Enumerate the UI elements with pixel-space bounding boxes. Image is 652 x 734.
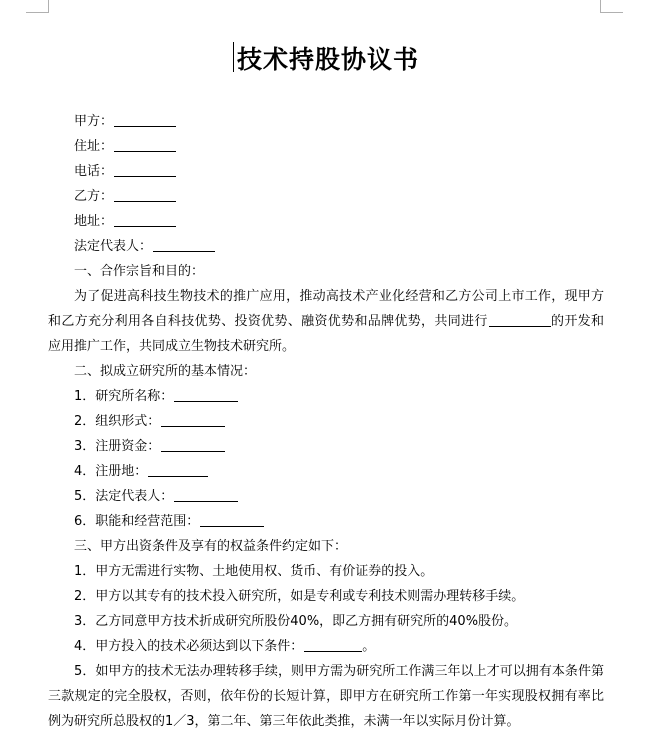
fill-in-blank[interactable] bbox=[200, 511, 264, 527]
party-line-party-b bbox=[48, 184, 604, 209]
fill-in-blank[interactable] bbox=[161, 436, 225, 452]
list-item bbox=[48, 634, 604, 659]
list-item-label: 3．注册资金： bbox=[74, 439, 161, 454]
list-item bbox=[48, 409, 604, 434]
fill-in-blank[interactable] bbox=[304, 636, 362, 652]
fill-in-blank[interactable] bbox=[489, 311, 551, 327]
party-label: 法定代表人： bbox=[74, 239, 153, 254]
fill-in-blank[interactable] bbox=[114, 136, 176, 152]
party-label: 住址： bbox=[74, 139, 114, 154]
list-item bbox=[48, 484, 604, 509]
list-item bbox=[48, 384, 604, 409]
fill-in-blank[interactable] bbox=[114, 161, 176, 177]
party-label: 电话： bbox=[74, 164, 114, 179]
fill-in-blank[interactable] bbox=[174, 486, 238, 502]
list-item: 3．乙方同意甲方技术折成研究所股份40%，即乙方拥有研究所的40%股份。 bbox=[74, 614, 518, 629]
list-item-label: 4．甲方投入的技术必须达到以下条件： bbox=[74, 639, 304, 654]
party-line-address-b bbox=[48, 209, 604, 234]
list-item-label: 4．注册地： bbox=[74, 464, 148, 479]
document-title[interactable] bbox=[233, 40, 419, 76]
list-item-label: 5．法定代表人： bbox=[74, 489, 174, 504]
section-heading-1: 一、合作宗旨和目的： bbox=[74, 264, 205, 279]
list-item-label: 6．职能和经营范围： bbox=[74, 514, 200, 529]
fill-in-blank[interactable] bbox=[114, 186, 176, 202]
section-1-paragraph bbox=[48, 284, 604, 359]
text-cursor bbox=[233, 42, 234, 72]
list-item: 2．甲方以其专有的技术投入研究所，如是专利或专利技术则需办理转移手续。 bbox=[74, 589, 525, 604]
fill-in-blank[interactable] bbox=[161, 411, 225, 427]
page-corner-mark-right bbox=[600, 0, 623, 13]
section-heading-2: 二、拟成立研究所的基本情况： bbox=[74, 364, 257, 379]
party-line-legal-rep bbox=[48, 234, 604, 259]
party-label: 地址： bbox=[74, 214, 114, 229]
list-item bbox=[48, 459, 604, 484]
list-item-paragraph: 5．如甲方的技术无法办理转移手续，则甲方需为研究所工作满三年以上才可以拥有本条件第三款规定的完全股权，否则，依年份的长短计算，即甲方在研究所工作第一年实现股权拥有率比例为研究所总股权的1／3，第二年、第三年依此类推，未满一年以实际月份计算。 bbox=[48, 664, 604, 729]
party-label: 甲方： bbox=[74, 114, 114, 129]
page-corner-mark-left bbox=[26, 0, 49, 13]
fill-in-blank[interactable] bbox=[148, 461, 208, 477]
document-title-text: 技术持股协议书 bbox=[236, 45, 419, 74]
document-body[interactable] bbox=[48, 109, 604, 734]
paragraph-text: 为了促进高科技生物技术的推广应用，推动高技术产业化经营和乙方公司上市工作，现甲方和乙方充分利用各自科技优势、投资优势、融资优势和品牌优势，共同进行 bbox=[48, 289, 604, 329]
fill-in-blank[interactable] bbox=[174, 386, 238, 402]
title-area bbox=[0, 40, 652, 76]
party-label: 乙方： bbox=[74, 189, 114, 204]
party-line-phone bbox=[48, 159, 604, 184]
list-item bbox=[48, 434, 604, 459]
party-line-party-a bbox=[48, 109, 604, 134]
party-line-address-a bbox=[48, 134, 604, 159]
list-item: 1．甲方无需进行实物、土地使用权、货币、有价证券的投入。 bbox=[74, 564, 434, 579]
fill-in-blank[interactable] bbox=[114, 111, 176, 127]
list-item-label: 1．研究所名称： bbox=[74, 389, 174, 404]
fill-in-blank[interactable] bbox=[153, 236, 215, 252]
fill-in-blank[interactable] bbox=[114, 211, 176, 227]
list-item-suffix: 。 bbox=[362, 639, 376, 654]
section-heading-3: 三、甲方出资条件及享有的权益条件约定如下： bbox=[74, 539, 348, 554]
list-item bbox=[48, 509, 604, 534]
paragraph-text: 的开发和应用推广工作，共同成立生物技术研究所。 bbox=[48, 314, 604, 354]
list-item-label: 2．组织形式： bbox=[74, 414, 161, 429]
